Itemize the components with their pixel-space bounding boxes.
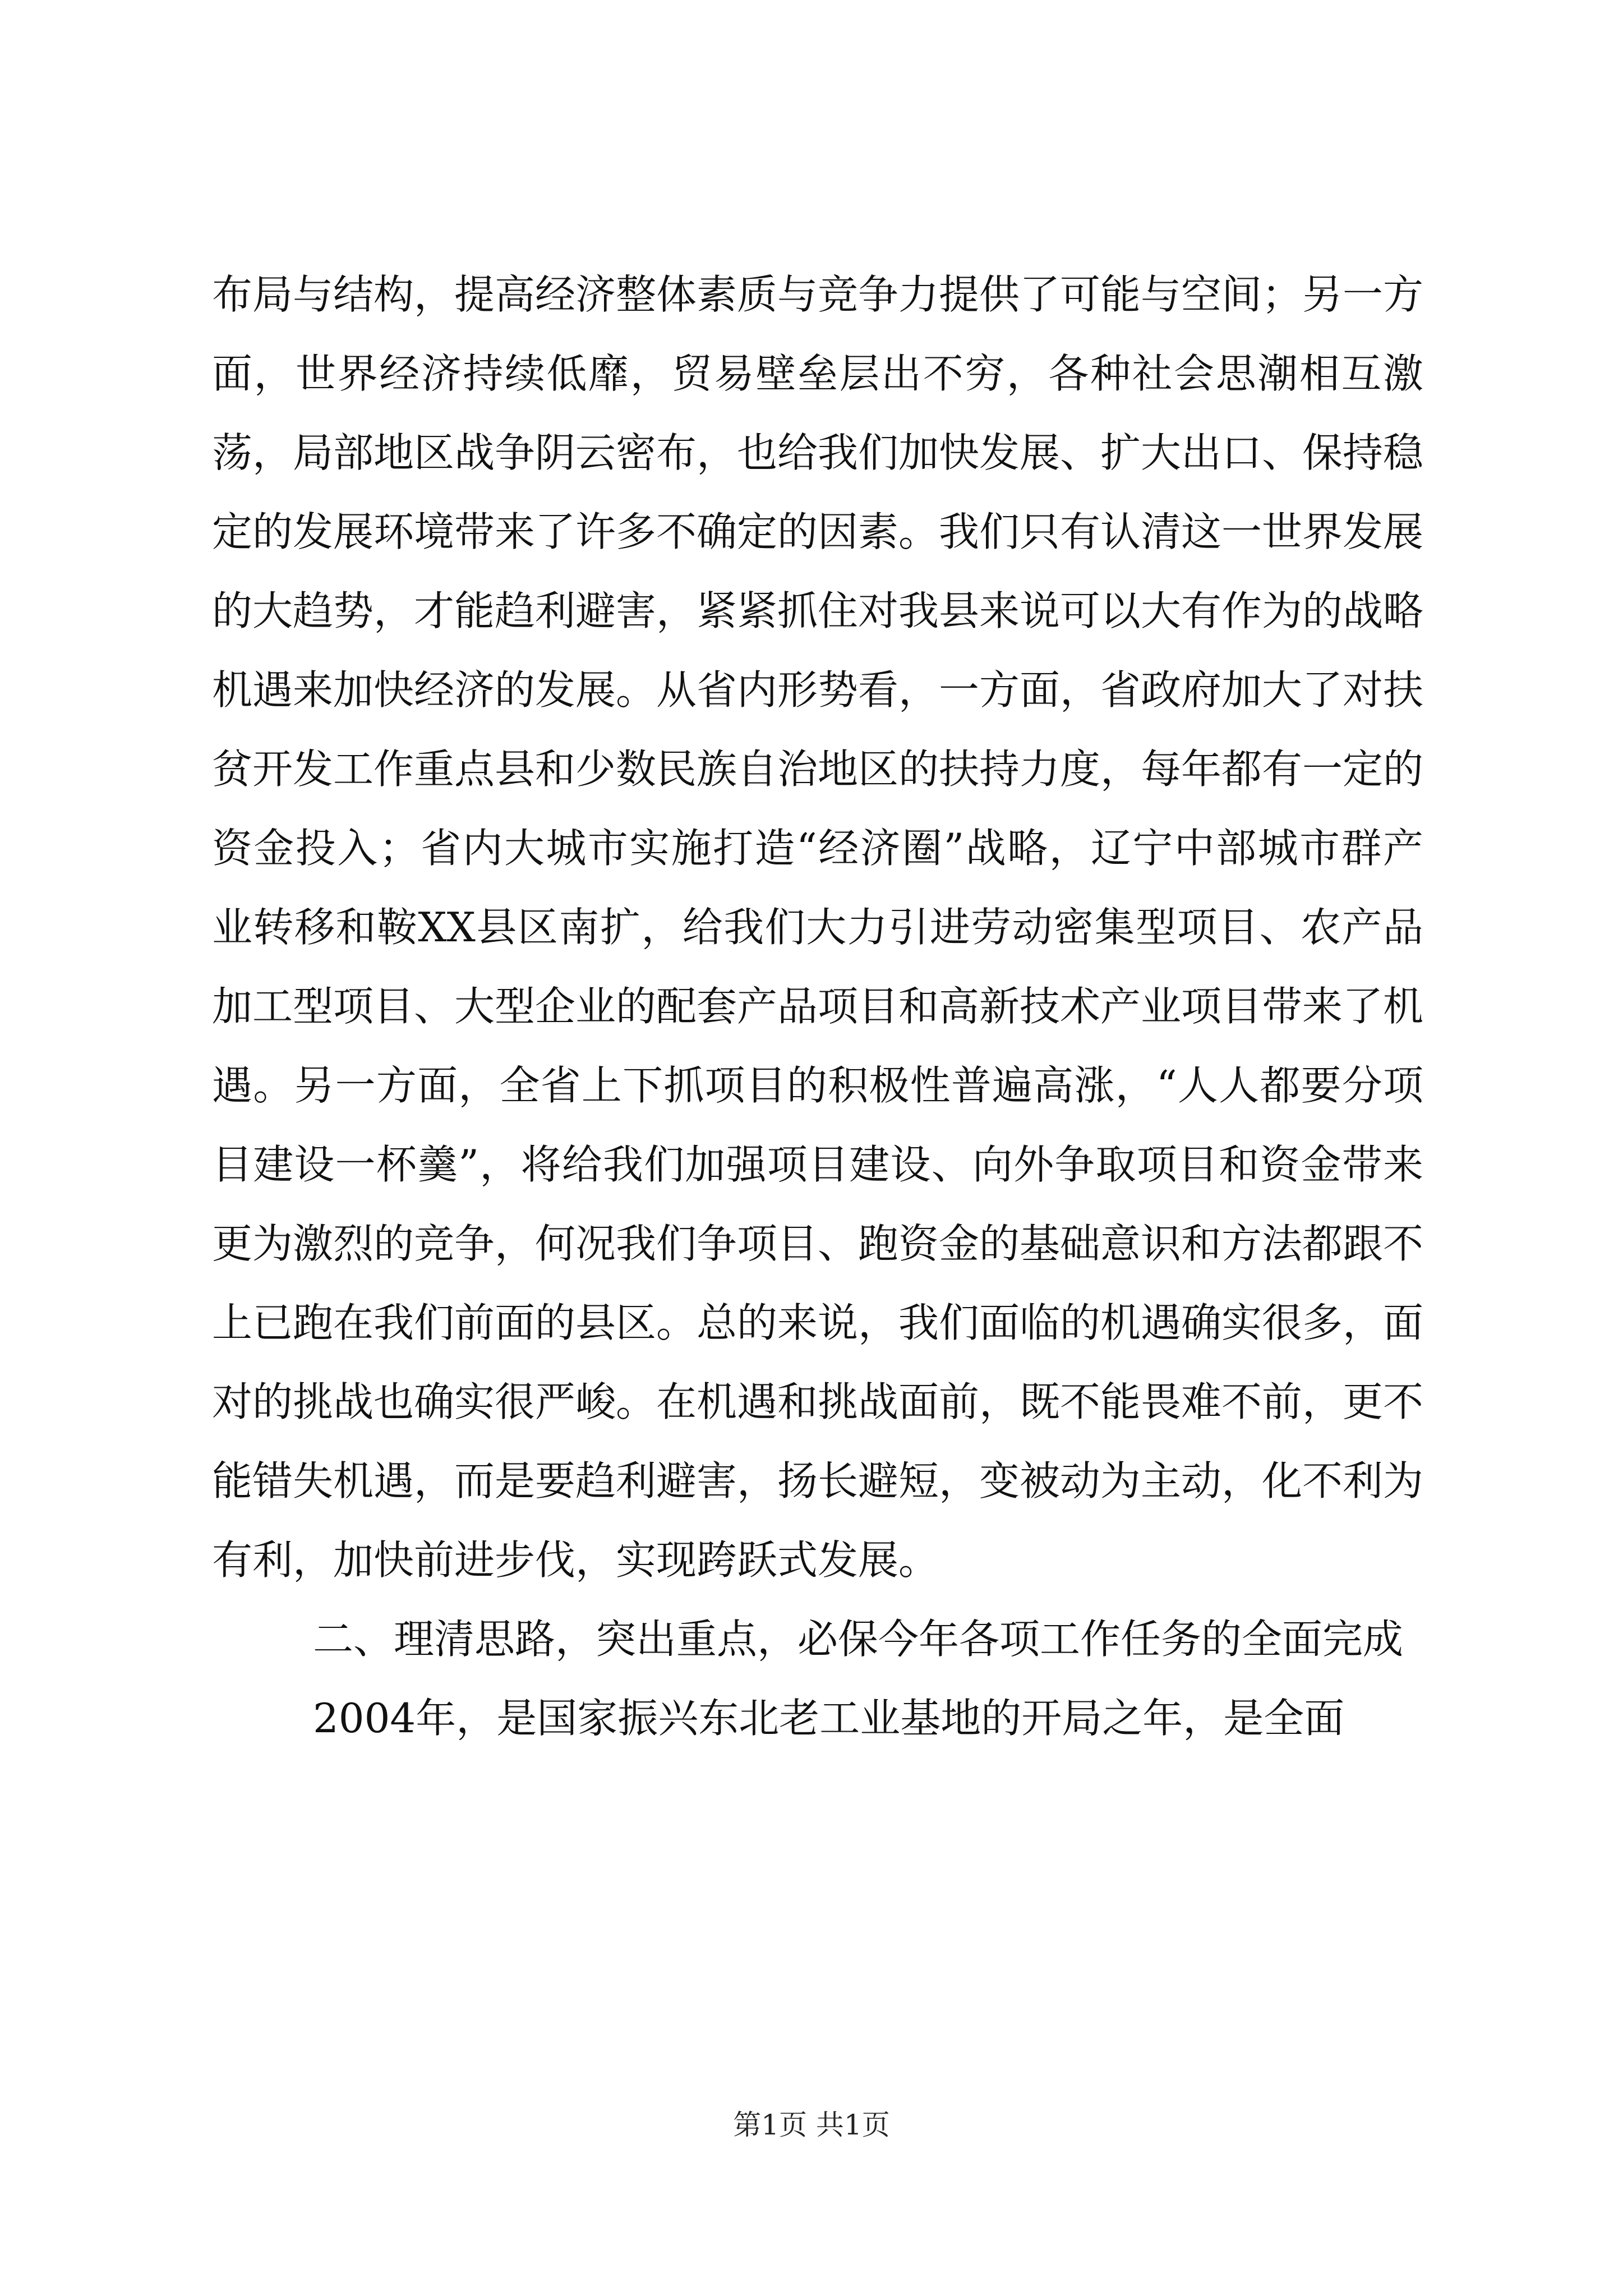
section-heading: 二、理清思路，突出重点，必保今年各项工作任务的全面完成: [313, 1616, 1404, 1663]
body-paragraph: 2004年，是国家振兴东北老工业基地的开局之年，是全面: [313, 1695, 1345, 1742]
page-footer: 第1页 共1页: [733, 2109, 890, 2141]
document-body: [212, 255, 1423, 1758]
body-paragraph-continued: 布局与结构，提高经济整体素质与竞争力提供了可能与空间；另一方面，世界经济持续低靡，贸易壁垒层出不穷，各种社会思潮相互激荡，局部地区战争阴云密布，也给我们加快发展、扩大出口、保持稳定的发展环境带来了许多不确定的因素。我们只有认清这一世界发展的大趋势，才能趋利避害，紧紧抓住对我县来说可以大有作为的战略机遇来加快经济的发展。从省内形势看，一方面，省政府加大了对扶贫开发工作重点县和少数民族自治地区的扶持力度，每年都有一定的资金投入；省内大城市实施打造“经济圈”战略，辽宁中部城市群产业转移和鞍XX县区南扩，给我们大力引进劳动密集型项目、农产品加工型项目、大型企业的配套产品项目和高新技术产业项目带来了机遇。另一方面，全省上下抓项目的积极性普遍高涨，“人人都要分项目建设一杯羹”，将给我们加强项目建设、向外争取项目和资金带来更为激烈的竞争，何况我们争项目、跑资金的基础意识和方法都跟不上已跑在我们前面的县区。总的来说，我们面临的机遇确实很多，面对的挑战也确实很严峻。在机遇和挑战面前，既不能畏难不前，更不能错失机遇，而是要趋利避害，扬长避短，变被动为主动，化不利为有利，加快前进步伐，实现跨跃式发展。: [212, 271, 1424, 1584]
